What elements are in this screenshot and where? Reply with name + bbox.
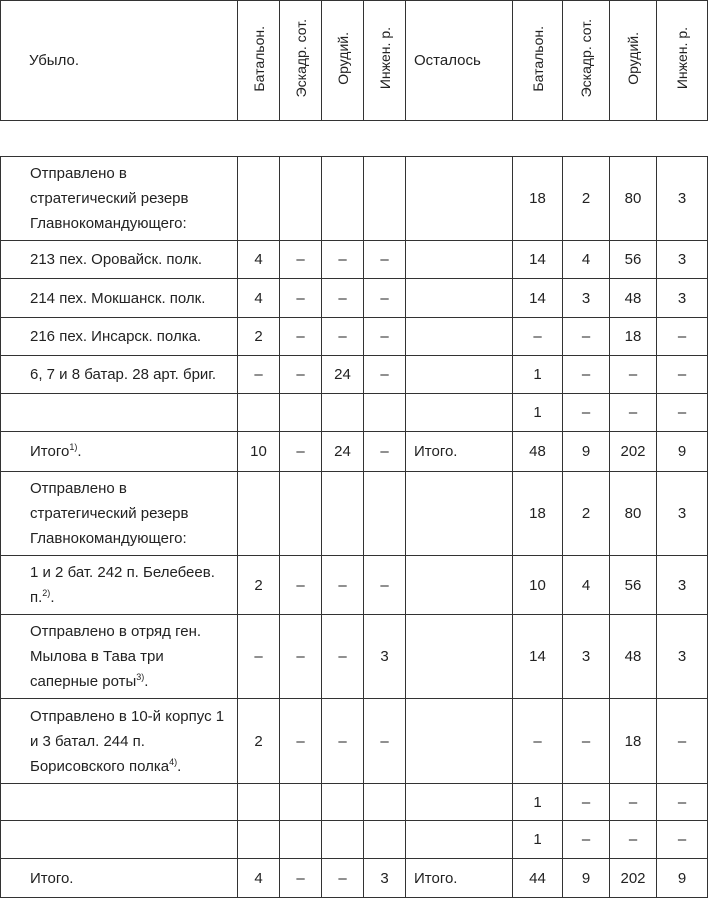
table-row — [1, 472, 708, 556]
cell-remaining: 18 — [610, 318, 657, 356]
cell-lost: – — [280, 279, 322, 318]
cell-lost: 4 — [238, 859, 280, 898]
cell-lost: – — [280, 859, 322, 898]
cell-lost: 2 — [238, 318, 280, 356]
cell-lost — [280, 394, 322, 432]
cell-remaining: 44 — [513, 859, 563, 898]
cell-lost — [322, 394, 364, 432]
cell-remaining: – — [610, 394, 657, 432]
cell-lost: – — [322, 859, 364, 898]
cell-remaining: – — [657, 821, 708, 859]
cell-lost — [238, 821, 280, 859]
cell-lost — [280, 821, 322, 859]
header-col-guns-right: Орудий. — [610, 1, 657, 121]
cell-lost: – — [364, 318, 406, 356]
table-row — [1, 241, 708, 279]
cell-lost: 24 — [322, 356, 364, 394]
cell-lost: – — [322, 318, 364, 356]
cell-lost: – — [322, 556, 364, 615]
row-label: Отправлено в стратегический резерв Главнокомандующего: — [1, 472, 238, 556]
row-remaining-label — [406, 784, 513, 821]
cell-lost: 3 — [364, 859, 406, 898]
row-remaining-label — [406, 472, 513, 556]
table-row — [1, 821, 708, 859]
cell-remaining: – — [563, 699, 610, 784]
cell-remaining: 9 — [657, 859, 708, 898]
row-remaining-label — [406, 615, 513, 699]
cell-remaining: 18 — [610, 699, 657, 784]
cell-remaining: – — [657, 784, 708, 821]
row-remaining-label — [406, 699, 513, 784]
cell-lost — [238, 472, 280, 556]
cell-lost: – — [280, 432, 322, 472]
cell-remaining: 80 — [610, 157, 657, 241]
cell-lost: – — [280, 356, 322, 394]
row-label: 6, 7 и 8 батар. 28 арт. бриг. — [1, 356, 238, 394]
cell-remaining: – — [610, 821, 657, 859]
row-remaining-label — [406, 356, 513, 394]
cell-remaining: – — [563, 318, 610, 356]
cell-remaining: – — [513, 318, 563, 356]
cell-lost: – — [280, 318, 322, 356]
cell-lost — [364, 821, 406, 859]
cell-lost — [322, 157, 364, 241]
cell-remaining: 48 — [513, 432, 563, 472]
row-remaining-label — [406, 394, 513, 432]
cell-lost: – — [280, 699, 322, 784]
cell-remaining: 18 — [513, 472, 563, 556]
cell-lost: – — [322, 241, 364, 279]
cell-remaining: 10 — [513, 556, 563, 615]
table-row — [1, 432, 708, 472]
cell-lost: – — [322, 279, 364, 318]
cell-remaining: – — [563, 394, 610, 432]
cell-remaining: 4 — [563, 556, 610, 615]
header-col-engineers: Инжен. р. — [364, 1, 406, 121]
cell-remaining: 3 — [657, 472, 708, 556]
header-col-squadron: Эскадр. сот. — [280, 1, 322, 121]
cell-remaining: 1 — [513, 821, 563, 859]
cell-lost: 24 — [322, 432, 364, 472]
row-label: 216 пех. Инсарск. полка. — [1, 318, 238, 356]
cell-remaining: 56 — [610, 556, 657, 615]
cell-remaining: 9 — [563, 859, 610, 898]
cell-lost — [280, 472, 322, 556]
header-col-guns: Орудий. — [322, 1, 364, 121]
table-row — [1, 356, 708, 394]
row-label: 214 пех. Мокшанск. полк. — [1, 279, 238, 318]
table-row — [1, 394, 708, 432]
cell-remaining: 80 — [610, 472, 657, 556]
cell-remaining: 2 — [563, 472, 610, 556]
cell-lost: – — [280, 241, 322, 279]
row-label: Итого$^{1)}$. — [1, 432, 238, 472]
cell-remaining: – — [513, 699, 563, 784]
cell-lost: – — [364, 699, 406, 784]
cell-remaining: – — [610, 784, 657, 821]
cell-remaining: – — [563, 784, 610, 821]
table-row — [1, 318, 708, 356]
header-col-engineers-right: Инжен. р. — [657, 1, 708, 121]
cell-lost — [364, 784, 406, 821]
cell-lost: 4 — [238, 279, 280, 318]
table-row — [1, 784, 708, 821]
cell-remaining: 48 — [610, 615, 657, 699]
table-row — [1, 859, 708, 898]
table-row — [1, 615, 708, 699]
header-row — [1, 1, 708, 121]
spacer-row — [1, 121, 708, 157]
cell-remaining: 3 — [563, 279, 610, 318]
cell-lost: 3 — [364, 615, 406, 699]
row-remaining-label — [406, 279, 513, 318]
cell-remaining: 4 — [563, 241, 610, 279]
cell-remaining: 2 — [563, 157, 610, 241]
cell-lost — [280, 157, 322, 241]
table-body — [1, 157, 708, 898]
cell-remaining: 3 — [657, 556, 708, 615]
cell-remaining: 1 — [513, 394, 563, 432]
row-label — [1, 394, 238, 432]
cell-lost — [364, 157, 406, 241]
cell-remaining: – — [657, 699, 708, 784]
row-remaining-label — [406, 556, 513, 615]
table-row — [1, 699, 708, 784]
cell-remaining: – — [657, 394, 708, 432]
header-col-battalion-right: Батальон. — [513, 1, 563, 121]
row-label — [1, 784, 238, 821]
row-remaining-label — [406, 821, 513, 859]
cell-lost — [238, 157, 280, 241]
row-remaining-label — [406, 318, 513, 356]
cell-remaining: 3 — [657, 279, 708, 318]
cell-remaining: 3 — [657, 615, 708, 699]
row-label: 1 и 2 бат. 242 п. Белебеев. п.$^{2)}$. — [1, 556, 238, 615]
cell-remaining: 9 — [563, 432, 610, 472]
row-label: Отправлено в стратегический резерв Главнокомандующего: — [1, 157, 238, 241]
header-left-title: Убыло. — [1, 1, 238, 121]
cell-lost — [364, 472, 406, 556]
cell-lost — [280, 784, 322, 821]
row-label: Отправлено в 10-й корпус 1 и 3 батал. 244 п. Борисовского полка$^{4)}$. — [1, 699, 238, 784]
cell-remaining: 3 — [657, 157, 708, 241]
cell-lost: – — [238, 615, 280, 699]
cell-remaining: – — [563, 821, 610, 859]
cell-remaining: 9 — [657, 432, 708, 472]
cell-remaining: – — [657, 318, 708, 356]
row-label: 213 пех. Оровайск. полк. — [1, 241, 238, 279]
row-label: Отправлено в отряд ген. Мылова в Тава три саперные роты$^{3)}$. — [1, 615, 238, 699]
cell-lost — [364, 394, 406, 432]
row-label — [1, 821, 238, 859]
cell-lost: – — [364, 279, 406, 318]
cell-remaining: 202 — [610, 432, 657, 472]
cell-lost: – — [280, 556, 322, 615]
cell-lost: 2 — [238, 699, 280, 784]
cell-remaining: 14 — [513, 615, 563, 699]
cell-remaining: 14 — [513, 241, 563, 279]
row-remaining-label — [406, 241, 513, 279]
cell-lost: – — [364, 556, 406, 615]
table-row — [1, 556, 708, 615]
cell-remaining: 202 — [610, 859, 657, 898]
row-remaining-label — [406, 157, 513, 241]
row-remaining-label: Итого. — [406, 859, 513, 898]
cell-remaining: 18 — [513, 157, 563, 241]
cell-lost — [238, 394, 280, 432]
row-remaining-label: Итого. — [406, 432, 513, 472]
cell-remaining: 56 — [610, 241, 657, 279]
cell-lost: – — [280, 615, 322, 699]
cell-remaining: – — [610, 356, 657, 394]
cell-lost: – — [364, 241, 406, 279]
cell-lost: – — [364, 356, 406, 394]
cell-lost — [322, 784, 364, 821]
cell-remaining: 14 — [513, 279, 563, 318]
cell-lost: – — [322, 699, 364, 784]
cell-lost — [322, 821, 364, 859]
header-col-squadron-right: Эскадр. сот. — [563, 1, 610, 121]
cell-lost: – — [364, 432, 406, 472]
cell-remaining: 3 — [563, 615, 610, 699]
cell-remaining: 48 — [610, 279, 657, 318]
cell-remaining: 3 — [657, 241, 708, 279]
header-col-battalion: Батальон. — [238, 1, 280, 121]
table-row — [1, 279, 708, 318]
header-right-title: Осталось — [406, 1, 513, 121]
cell-lost — [322, 472, 364, 556]
cell-lost: 4 — [238, 241, 280, 279]
cell-lost: 2 — [238, 556, 280, 615]
cell-lost: – — [322, 615, 364, 699]
cell-remaining: – — [563, 356, 610, 394]
cell-lost: – — [238, 356, 280, 394]
cell-remaining: 1 — [513, 356, 563, 394]
cell-lost: 10 — [238, 432, 280, 472]
cell-lost — [238, 784, 280, 821]
cell-remaining: – — [657, 356, 708, 394]
cell-remaining: 1 — [513, 784, 563, 821]
row-label: Итого. — [1, 859, 238, 898]
table-row — [1, 157, 708, 241]
